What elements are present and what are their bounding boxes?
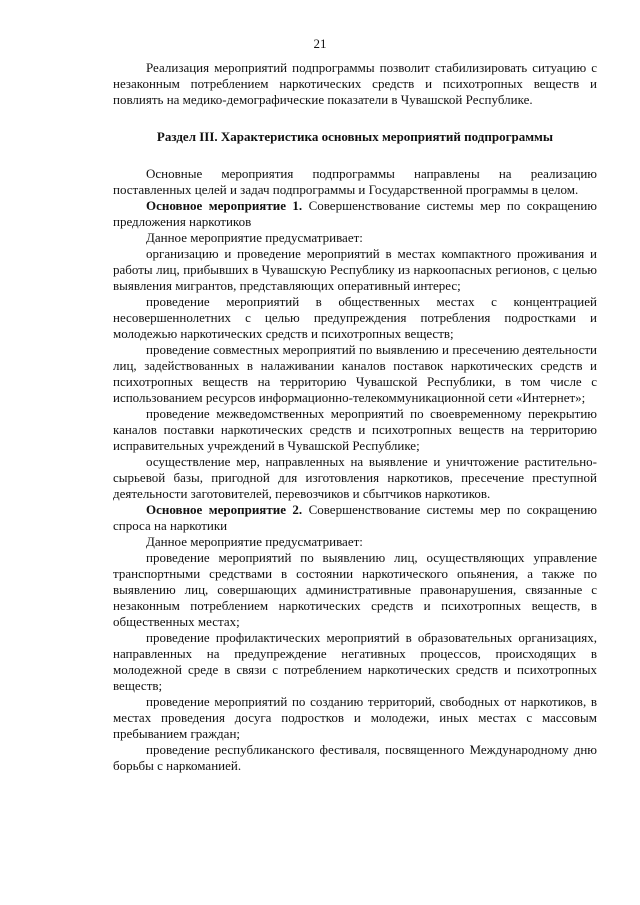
paragraph-summary: Реализация мероприятий подпрограммы позволит стабилизировать ситуацию с незаконным потреблением наркотических средств и психотропных веществ и повлиять на медико-демографические показатели в Чувашской Республике. [113,60,597,107]
measure-2-item: проведение мероприятий по созданию территорий, свободных от наркотиков, в местах проведения досуга подростков и молодежи, иных местах с массовым пребыванием граждан; [113,694,597,741]
paragraph-intro: Основные мероприятия подпрограммы направлены на реализацию поставленных целей и задач подпрограммы и Государственной программы в целом. [113,166,597,197]
measure-2-title: Совершенствование системы мер по сокращению спроса на наркотики [113,502,597,533]
measure-2-item: проведение профилактических мероприятий в образовательных организациях, направленных на предупреждение негативных процессов, происходящих в молодежной среде в связи с потреблением наркотических средств и психотропных веществ; [113,630,597,693]
page-number: 21 [313,36,327,51]
measure-1-item: проведение мероприятий в общественных местах с концентрацией несовершеннолетних с целью предупреждения потребления подростками и молодежью наркотических средств и психотропных веществ; [113,294,597,341]
measure-1-item: организацию и проведение мероприятий в местах компактного проживания и работы лиц, прибывших в Чувашскую Республику из наркоопасных регионов, с целью выявления мигрантов, представляющих оперативный интерес; [113,246,597,293]
measure-1-title: Совершенствование системы мер по сокращению предложения наркотиков [113,198,597,229]
measure-1-item: осуществление мер, направленных на выявление и уничтожение растительно-сырьевой базы, пригодной для изготовления наркотиков, пресечение преступной деятельности заготовителей, перевозчиков и сбытчиков наркотиков. [113,454,597,501]
measure-2-heading [113,502,597,534]
measure-2-item: проведение республиканского фестиваля, посвященного Международному дню борьбы с наркоманией. [113,742,597,773]
measure-1-item: проведение совместных мероприятий по выявлению и пресечению деятельности лиц, задействованных в налаживании каналов поставок наркотических средств и психотропных веществ на территорию Чувашской Республики, в том числе с использованием ресурсов информационно-телекоммуникационной сети «Интернет»; [113,342,597,405]
measure-1-item: проведение межведомственных мероприятий по своевременному перекрытию каналов поставки наркотических средств и психотропных веществ на территорию исправительных учреждений в Чувашской Республике; [113,406,597,453]
document-body [113,60,597,774]
measure-1-label: Основное мероприятие 1. [146,198,303,213]
measure-2-item: проведение мероприятий по выявлению лиц, осуществляющих управление транспортными средствами в состоянии наркотического опьянения, а также по выявлению лиц, совершающих административные правонарушения, связанные с незаконным потреблением наркотических средств и психотропных веществ, в общественных местах; [113,550,597,629]
measure-2-label: Основное мероприятие 2. [146,502,303,517]
measure-1-lead: Данное мероприятие предусматривает: [146,230,363,245]
section-heading: Раздел III. Характеристика основных мероприятий подпрограммы [156,129,554,144]
measure-2-lead: Данное мероприятие предусматривает: [146,534,363,549]
measure-1-heading [113,198,597,230]
